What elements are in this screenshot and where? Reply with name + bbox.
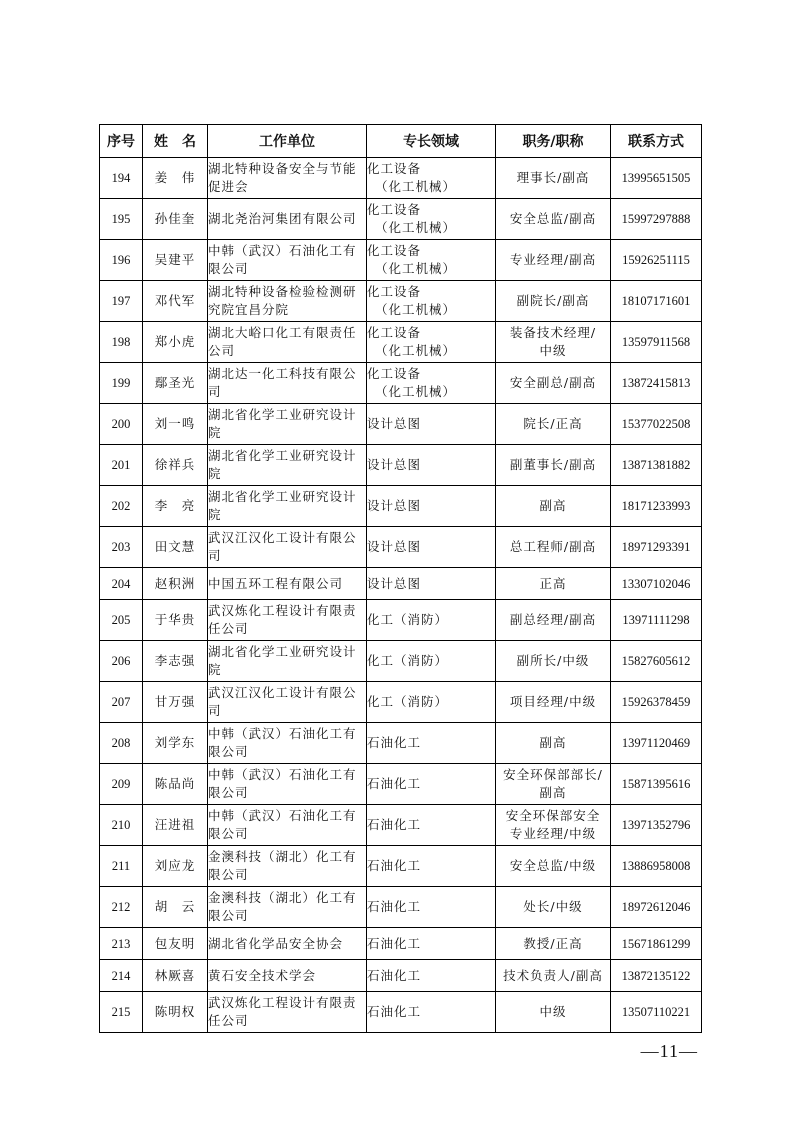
cell-line: （化工机械） xyxy=(375,302,457,317)
cell-index: 210 xyxy=(100,805,143,846)
cell-line: 中韩（武汉）石油化工有 xyxy=(208,243,357,258)
cell-line: 院 xyxy=(208,662,222,677)
cell-index: 215 xyxy=(100,992,143,1033)
cell-line: 专业经理/副高 xyxy=(509,252,597,267)
cell-name: 李志强 xyxy=(143,641,208,682)
table-row xyxy=(100,363,702,404)
cell-line: 化工设备 xyxy=(367,202,422,217)
cell-phone: 13971352796 xyxy=(611,805,702,846)
table-row xyxy=(100,158,702,199)
cell-line: 促进会 xyxy=(208,179,249,194)
cell-field xyxy=(367,887,496,928)
cell-field xyxy=(367,846,496,887)
cell-name: 孙佳奎 xyxy=(143,199,208,240)
cell-field xyxy=(367,404,496,445)
cell-line: 中级 xyxy=(539,1004,567,1019)
cell-title xyxy=(496,363,611,404)
cell-line: 司 xyxy=(208,384,222,399)
cell-line: 副高 xyxy=(539,785,567,800)
cell-phone: 13307102046 xyxy=(611,568,702,600)
cell-title xyxy=(496,928,611,960)
cell-unit xyxy=(208,568,367,600)
cell-line: 石油化工 xyxy=(367,858,422,873)
cell-title xyxy=(496,641,611,682)
cell-line: 湖北特种设备安全与节能 xyxy=(208,161,357,176)
cell-line: 湖北达一化工科技有限公 xyxy=(208,366,357,381)
cell-phone: 15926251115 xyxy=(611,240,702,281)
cell-line: 副董事长/副高 xyxy=(509,457,597,472)
table-row xyxy=(100,887,702,928)
cell-index: 202 xyxy=(100,486,143,527)
cell-name: 刘一鸣 xyxy=(143,404,208,445)
cell-line: 院 xyxy=(208,425,222,440)
cell-field xyxy=(367,158,496,199)
cell-unit xyxy=(208,445,367,486)
cell-line: 究院宜昌分院 xyxy=(208,302,290,317)
cell-phone: 15377022508 xyxy=(611,404,702,445)
cell-line: 专业经理/中级 xyxy=(509,826,597,841)
cell-unit xyxy=(208,846,367,887)
table-row xyxy=(100,723,702,764)
cell-line: 安全环保部安全 xyxy=(505,808,601,823)
cell-line: 化工设备 xyxy=(367,366,422,381)
cell-phone: 18171233993 xyxy=(611,486,702,527)
table-row xyxy=(100,240,702,281)
cell-index: 201 xyxy=(100,445,143,486)
cell-line: 设计总图 xyxy=(367,498,422,513)
cell-line: 副所长/中级 xyxy=(516,653,590,668)
cell-line: 设计总图 xyxy=(367,575,422,591)
cell-field xyxy=(367,723,496,764)
cell-phone: 13871381882 xyxy=(611,445,702,486)
cell-field xyxy=(367,568,496,600)
cell-line: 湖北省化学工业研究设计 xyxy=(208,448,357,463)
cell-phone: 13597911568 xyxy=(611,322,702,363)
cell-line: 处长/中级 xyxy=(523,899,583,914)
cell-title xyxy=(496,960,611,992)
cell-name: 田文慧 xyxy=(143,527,208,568)
cell-line: 设计总图 xyxy=(367,539,422,554)
cell-line: 石油化工 xyxy=(367,817,422,832)
cell-title xyxy=(496,445,611,486)
table-row xyxy=(100,805,702,846)
cell-name: 陈品尚 xyxy=(143,764,208,805)
cell-field xyxy=(367,281,496,322)
header-index: 序号 xyxy=(100,125,143,158)
cell-line: 限公司 xyxy=(208,908,249,923)
table-row xyxy=(100,527,702,568)
cell-line: 化工设备 xyxy=(367,284,422,299)
cell-title xyxy=(496,527,611,568)
cell-title xyxy=(496,281,611,322)
cell-line: （化工机械） xyxy=(375,384,457,399)
cell-index: 199 xyxy=(100,363,143,404)
cell-name: 吴建平 xyxy=(143,240,208,281)
cell-unit xyxy=(208,928,367,960)
cell-line: 设计总图 xyxy=(367,457,422,472)
cell-title xyxy=(496,486,611,527)
cell-title xyxy=(496,764,611,805)
cell-title xyxy=(496,199,611,240)
cell-name: 李 亮 xyxy=(143,486,208,527)
cell-phone: 13886958008 xyxy=(611,846,702,887)
cell-line: 中韩（武汉）石油化工有 xyxy=(208,808,357,823)
cell-field xyxy=(367,445,496,486)
cell-name: 包友明 xyxy=(143,928,208,960)
cell-line: 湖北省化学品安全协会 xyxy=(208,935,344,951)
cell-field xyxy=(367,805,496,846)
cell-phone: 15926378459 xyxy=(611,682,702,723)
cell-phone: 13971111298 xyxy=(611,600,702,641)
cell-unit xyxy=(208,682,367,723)
cell-index: 194 xyxy=(100,158,143,199)
cell-phone: 15827605612 xyxy=(611,641,702,682)
cell-index: 203 xyxy=(100,527,143,568)
cell-name: 徐祥兵 xyxy=(143,445,208,486)
cell-unit xyxy=(208,486,367,527)
cell-unit xyxy=(208,887,367,928)
cell-name: 胡 云 xyxy=(143,887,208,928)
cell-line: 安全总监/中级 xyxy=(509,858,597,873)
table-row xyxy=(100,199,702,240)
cell-line: 湖北省化学工业研究设计 xyxy=(208,489,357,504)
cell-field xyxy=(367,928,496,960)
cell-index: 212 xyxy=(100,887,143,928)
cell-line: 任公司 xyxy=(208,1013,249,1028)
cell-title xyxy=(496,846,611,887)
cell-index: 200 xyxy=(100,404,143,445)
cell-title xyxy=(496,600,611,641)
cell-line: 总工程师/副高 xyxy=(509,539,597,554)
cell-title xyxy=(496,158,611,199)
cell-index: 211 xyxy=(100,846,143,887)
cell-line: 化工设备 xyxy=(367,325,422,340)
cell-line: （化工机械） xyxy=(375,179,457,194)
cell-phone: 13872135122 xyxy=(611,960,702,992)
cell-unit xyxy=(208,240,367,281)
cell-line: 武汉江汉化工设计有限公 xyxy=(208,685,357,700)
page-number: —11— xyxy=(640,1041,698,1061)
cell-unit xyxy=(208,805,367,846)
cell-index: 204 xyxy=(100,568,143,600)
cell-line: 湖北大峪口化工有限责任 xyxy=(208,325,357,340)
cell-title xyxy=(496,568,611,600)
cell-unit xyxy=(208,322,367,363)
cell-unit xyxy=(208,363,367,404)
cell-line: 化工（消防） xyxy=(367,653,449,668)
cell-line: 武汉炼化工程设计有限责 xyxy=(208,603,357,618)
cell-index: 213 xyxy=(100,928,143,960)
cell-field xyxy=(367,486,496,527)
table-row xyxy=(100,445,702,486)
cell-name: 姜 伟 xyxy=(143,158,208,199)
cell-name: 刘学东 xyxy=(143,723,208,764)
table-row xyxy=(100,404,702,445)
cell-line: 石油化工 xyxy=(367,776,422,791)
cell-line: 设计总图 xyxy=(367,416,422,431)
cell-index: 206 xyxy=(100,641,143,682)
table-header-row xyxy=(100,125,702,158)
cell-phone: 18971293391 xyxy=(611,527,702,568)
table-row xyxy=(100,846,702,887)
cell-unit xyxy=(208,992,367,1033)
table-row xyxy=(100,928,702,960)
cell-field xyxy=(367,600,496,641)
table-row xyxy=(100,600,702,641)
cell-line: 副院长/副高 xyxy=(516,293,590,308)
cell-line: 湖北省化学工业研究设计 xyxy=(208,407,357,422)
cell-line: 金澳科技（湖北）化工有 xyxy=(208,890,357,905)
cell-phone: 13507110221 xyxy=(611,992,702,1033)
cell-unit xyxy=(208,199,367,240)
cell-phone: 13971120469 xyxy=(611,723,702,764)
cell-line: 安全总监/副高 xyxy=(509,211,597,226)
header-phone: 联系方式 xyxy=(611,125,702,158)
cell-line: （化工机械） xyxy=(375,220,457,235)
cell-line: 湖北尧治河集团有限公司 xyxy=(208,211,357,226)
cell-name: 于华贵 xyxy=(143,600,208,641)
cell-line: 院长/正高 xyxy=(523,416,583,431)
cell-field xyxy=(367,764,496,805)
cell-unit xyxy=(208,158,367,199)
cell-name: 刘应龙 xyxy=(143,846,208,887)
cell-line: 安全副总/副高 xyxy=(509,375,597,390)
cell-name: 林厥喜 xyxy=(143,960,208,992)
cell-field xyxy=(367,363,496,404)
cell-line: 黄石安全技术学会 xyxy=(208,967,317,983)
cell-title xyxy=(496,682,611,723)
cell-name: 赵积洲 xyxy=(143,568,208,600)
cell-index: 198 xyxy=(100,322,143,363)
cell-index: 197 xyxy=(100,281,143,322)
cell-field xyxy=(367,960,496,992)
cell-line: 司 xyxy=(208,548,222,563)
cell-line: 石油化工 xyxy=(367,967,422,983)
cell-line: 技术负责人/副高 xyxy=(503,967,603,983)
cell-unit xyxy=(208,764,367,805)
cell-title xyxy=(496,404,611,445)
cell-field xyxy=(367,992,496,1033)
cell-line: 限公司 xyxy=(208,826,249,841)
header-field: 专长领域 xyxy=(367,125,496,158)
cell-line: 石油化工 xyxy=(367,735,422,750)
header-title: 职务/职称 xyxy=(496,125,611,158)
cell-line: 副高 xyxy=(539,735,567,750)
cell-phone: 18107171601 xyxy=(611,281,702,322)
cell-field xyxy=(367,527,496,568)
table-row xyxy=(100,486,702,527)
cell-unit xyxy=(208,404,367,445)
cell-title xyxy=(496,723,611,764)
cell-phone: 15671861299 xyxy=(611,928,702,960)
cell-line: 武汉炼化工程设计有限责 xyxy=(208,995,357,1010)
header-unit: 工作单位 xyxy=(208,125,367,158)
cell-phone: 13995651505 xyxy=(611,158,702,199)
cell-line: 限公司 xyxy=(208,785,249,800)
cell-line: 中国五环工程有限公司 xyxy=(208,575,344,591)
cell-field xyxy=(367,322,496,363)
cell-unit xyxy=(208,723,367,764)
cell-line: 化工设备 xyxy=(367,161,422,176)
cell-line: 化工（消防） xyxy=(367,612,449,627)
expert-table xyxy=(99,124,702,1033)
cell-unit xyxy=(208,600,367,641)
cell-name: 甘万强 xyxy=(143,682,208,723)
cell-title xyxy=(496,805,611,846)
cell-line: 石油化工 xyxy=(367,899,422,914)
cell-unit xyxy=(208,960,367,992)
cell-line: 武汉江汉化工设计有限公 xyxy=(208,530,357,545)
cell-line: 中级 xyxy=(539,343,567,358)
header-name: 姓 名 xyxy=(143,125,208,158)
cell-title xyxy=(496,240,611,281)
cell-index: 208 xyxy=(100,723,143,764)
cell-line: 石油化工 xyxy=(367,935,422,951)
cell-line: 限公司 xyxy=(208,867,249,882)
cell-line: 湖北省化学工业研究设计 xyxy=(208,644,357,659)
table-row xyxy=(100,322,702,363)
cell-line: 司 xyxy=(208,703,222,718)
cell-line: 项目经理/中级 xyxy=(509,694,597,709)
cell-phone: 13872415813 xyxy=(611,363,702,404)
cell-line: 副高 xyxy=(539,498,567,513)
cell-line: 限公司 xyxy=(208,744,249,759)
table-row xyxy=(100,281,702,322)
cell-index: 209 xyxy=(100,764,143,805)
cell-name: 邓代军 xyxy=(143,281,208,322)
cell-title xyxy=(496,322,611,363)
cell-unit xyxy=(208,281,367,322)
cell-index: 205 xyxy=(100,600,143,641)
cell-field xyxy=(367,641,496,682)
table-row xyxy=(100,641,702,682)
cell-line: 院 xyxy=(208,507,222,522)
cell-line: 理事长/副高 xyxy=(516,170,590,185)
cell-line: 院 xyxy=(208,466,222,481)
cell-line: 教授/正高 xyxy=(523,935,583,951)
cell-line: 化工设备 xyxy=(367,243,422,258)
cell-title xyxy=(496,887,611,928)
cell-line: （化工机械） xyxy=(375,261,457,276)
cell-line: 正高 xyxy=(539,575,567,591)
cell-index: 196 xyxy=(100,240,143,281)
cell-line: 金澳科技（湖北）化工有 xyxy=(208,849,357,864)
cell-phone: 15997297888 xyxy=(611,199,702,240)
table-row xyxy=(100,568,702,600)
cell-line: 限公司 xyxy=(208,261,249,276)
cell-line: 湖北特种设备检验检测研 xyxy=(208,284,357,299)
cell-name: 汪进祖 xyxy=(143,805,208,846)
cell-line: 化工（消防） xyxy=(367,694,449,709)
cell-line: 中韩（武汉）石油化工有 xyxy=(208,726,357,741)
table-row xyxy=(100,682,702,723)
cell-name: 鄢圣光 xyxy=(143,363,208,404)
cell-name: 陈明权 xyxy=(143,992,208,1033)
cell-index: 207 xyxy=(100,682,143,723)
cell-field xyxy=(367,199,496,240)
cell-unit xyxy=(208,641,367,682)
cell-line: 石油化工 xyxy=(367,1004,422,1019)
table-row xyxy=(100,764,702,805)
cell-name: 郑小虎 xyxy=(143,322,208,363)
cell-index: 214 xyxy=(100,960,143,992)
cell-line: 安全环保部部长/ xyxy=(503,767,603,782)
table-body xyxy=(100,158,702,1033)
cell-index: 195 xyxy=(100,199,143,240)
table-row xyxy=(100,992,702,1033)
cell-line: 中韩（武汉）石油化工有 xyxy=(208,767,357,782)
cell-phone: 18972612046 xyxy=(611,887,702,928)
cell-line: （化工机械） xyxy=(375,343,457,358)
table-row xyxy=(100,960,702,992)
cell-line: 副总经理/副高 xyxy=(509,612,597,627)
cell-unit xyxy=(208,527,367,568)
cell-line: 任公司 xyxy=(208,621,249,636)
cell-line: 公司 xyxy=(208,343,236,358)
cell-phone: 15871395616 xyxy=(611,764,702,805)
cell-line: 装备技术经理/ xyxy=(509,325,597,340)
cell-field xyxy=(367,682,496,723)
cell-title xyxy=(496,992,611,1033)
cell-field xyxy=(367,240,496,281)
